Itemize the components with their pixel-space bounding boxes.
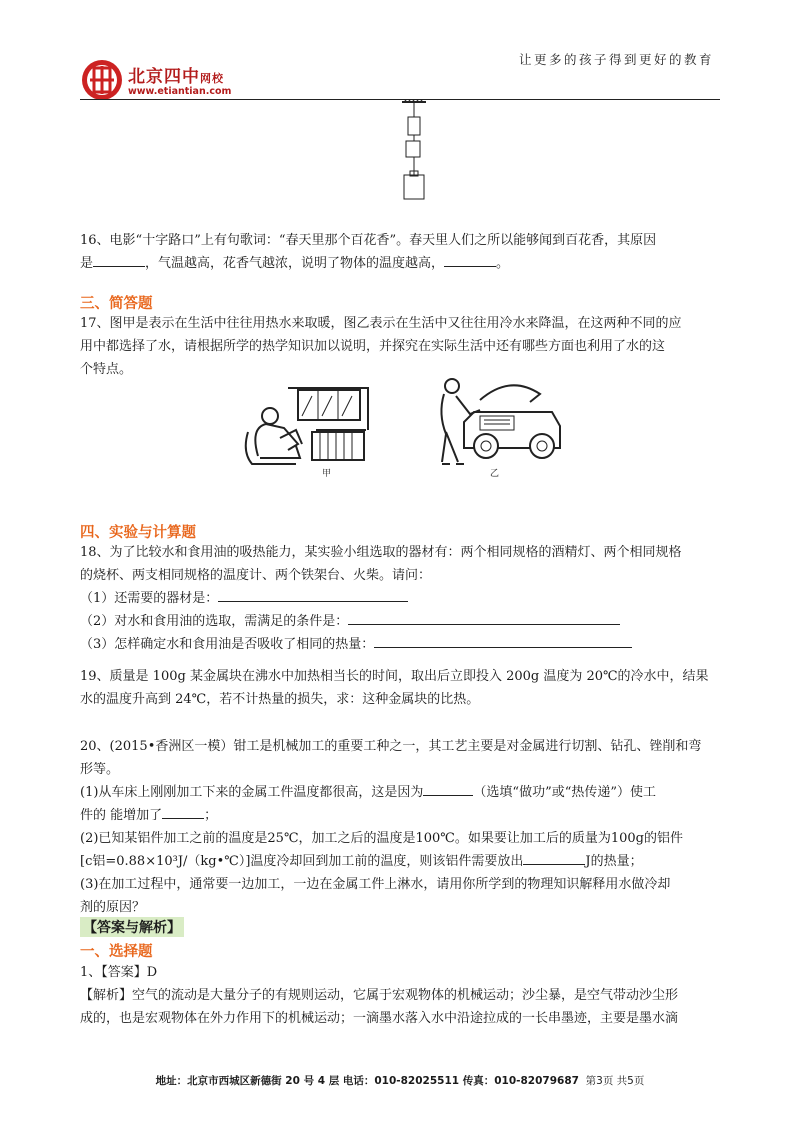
section-heading-experiment: 四、实验与计算题 (80, 525, 196, 541)
brand-name: 北京四中网校 (128, 67, 224, 87)
question-20: 20、(2015•香洲区一模）钳工是机械加工的重要工种之一，其工艺主要是对金属进行切割、钻孔、锉削和弯 形等。 (1)从车床上刚刚加工下来的金属工件温度都很高，这是因为 （选填“做功”或“热传递”）使工 件的 能增加了 ； (2)已知某铝件加工之前的温度是25℃，加工之后的温度是100℃。如果要让加工后的质量为100g的铝件 [c铝=0.88×10³J/（kg•℃）]温度冷却回到加工前的温度，则该铝件需要放出 J的热量； (3)在加工过程中，通常要一边加工，一边在金属工件上淋水，请用你所学到的物理知识解释用水做冷却 剂的原因？ (80, 739, 702, 915)
answer-blank[interactable] (162, 804, 204, 819)
school-logo (80, 58, 124, 102)
answer-blank[interactable] (423, 781, 473, 796)
question-17: 17、图甲是表示在生活中往往用热水来取暖，图乙表示在生活中又往往用冷水来降温，在这两种不同的应 用中都选择了水，请根据所学的热学知识加以说明，并探究在实际生活中还有哪些方面也利用了水的这 个特点。 (80, 316, 682, 377)
page-footer: 地址：北京市西城区新德街 20 号 4 层 电话：010-82025511 传真：010-82079687 第3页 共5页 (155, 1075, 645, 1087)
answer-heading: 【答案与解析】 (80, 917, 184, 937)
section-heading-choice: 一、选择题 (80, 944, 153, 960)
question-18: 18、为了比较水和食用油的吸热能力，某实验小组选取的器材有：两个相同规格的酒精灯、两个相同规格 的烧杯、两支相同规格的温度计、两个铁架台、火柴。请问： （1）还需要的器材是： （2）对水和食用油的选取，需满足的条件是： （3）怎样确定水和食用油是否吸收了相同的热量： (80, 545, 682, 652)
figure-label: 乙 (490, 469, 500, 479)
question-16: 16、电影“十字路口”上有句歌词：“春天里那个百花香”。春天里人们之所以能够闻到百花香，其原因 是 ，气温越高，花香气越浓，说明了物体的温度越高， 。 (80, 233, 657, 271)
answer-blank[interactable] (218, 587, 408, 602)
figure-label: 甲 (322, 469, 332, 479)
section-heading-short-answer: 三、简答题 (80, 296, 153, 312)
figure-heating (240, 372, 380, 482)
answer-blank[interactable] (523, 850, 585, 865)
question-19: 19、质量是 100g 某金属块在沸水中加热相当长的时间，取出后立即投入 200g 温度为 20℃的冷水中，结果 水的温度升高到 24℃，若不计热量的损失，求：这种金属块的比热。 (80, 669, 709, 707)
brand-url: www.etiantian.com (128, 86, 232, 97)
answer-blank[interactable] (93, 252, 145, 267)
figure-car-cooling (434, 372, 564, 484)
answer-blank[interactable] (374, 633, 632, 648)
header-slogan: 让更多的孩子得到更好的教育 (518, 52, 714, 67)
answer-1: 1、【答案】D 【解析】空气的流动是大量分子的有规则运动，它属于宏观物体的机械运动；沙尘暴，是空气带动沙尘形 成的，也是宏观物体在外力作用下的机械运动；一滴墨水落入水中沿途拉成的一长串墨迹，主要是墨水滴 (80, 965, 679, 1026)
spring-scale-figure (396, 99, 436, 211)
answer-blank[interactable] (444, 252, 496, 267)
answer-blank[interactable] (348, 610, 620, 625)
